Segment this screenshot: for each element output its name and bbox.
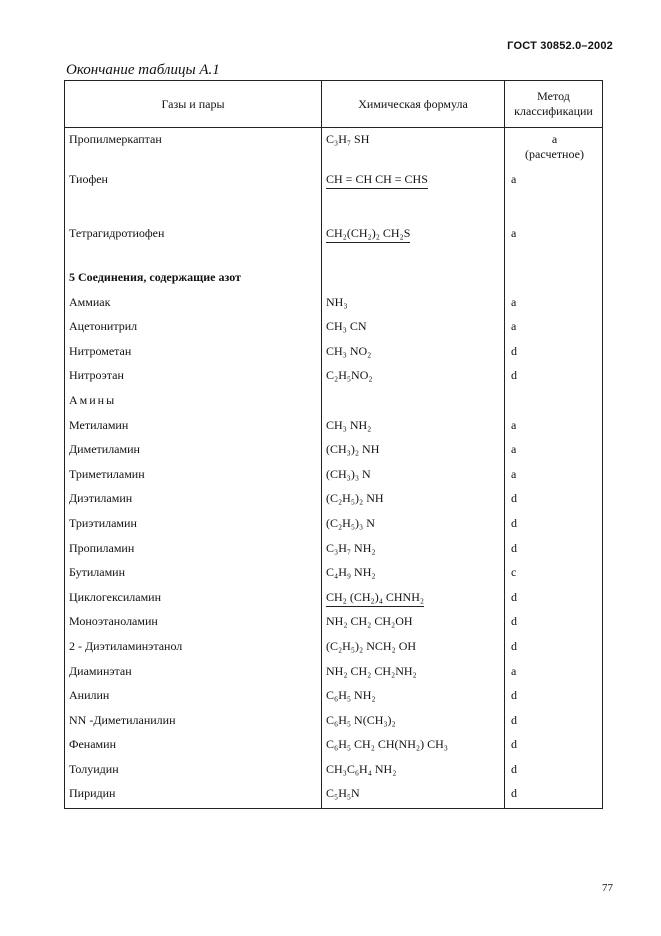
table-row xyxy=(65,590,603,615)
table-row xyxy=(65,442,603,467)
row-method: a xyxy=(505,467,603,492)
table-row xyxy=(65,216,603,270)
row-method: d xyxy=(505,614,603,639)
header-method: Метод классификации xyxy=(505,81,603,128)
row-name: Анилин xyxy=(65,688,322,713)
table-row xyxy=(65,295,603,320)
table-row xyxy=(65,786,603,809)
row-formula xyxy=(322,270,505,295)
row-name: Пиридин xyxy=(65,786,322,809)
row-name: Диэтиламин xyxy=(65,491,322,516)
row-method: d xyxy=(505,516,603,541)
table-row xyxy=(65,541,603,566)
table-row xyxy=(65,639,603,664)
row-method: a xyxy=(505,664,603,689)
row-formula: CH₃ NH₂ xyxy=(322,418,505,443)
row-method: d xyxy=(505,639,603,664)
row-name: 2 - Диэтиламинэтанол xyxy=(65,639,322,664)
row-formula: NH₃ xyxy=(322,295,505,320)
row-name: Диаминэтан xyxy=(65,664,322,689)
row-formula: C₆H₅ NH₂ xyxy=(322,688,505,713)
row-formula: (CH₃)₂ NH xyxy=(322,442,505,467)
table-row xyxy=(65,762,603,787)
row-method: a xyxy=(505,418,603,443)
table-row xyxy=(65,688,603,713)
row-formula xyxy=(322,590,505,615)
table-caption: Окончание таблицы А.1 xyxy=(66,62,220,78)
row-formula: (CH₃)₃ N xyxy=(322,467,505,492)
classification-table xyxy=(64,80,603,809)
header-gases: Газы и пары xyxy=(65,81,322,128)
row-method: d xyxy=(505,590,603,615)
row-formula: (C₂H₅)₂ NH xyxy=(322,491,505,516)
row-formula: C₄H₉ NH₂ xyxy=(322,565,505,590)
row-method xyxy=(505,270,603,295)
row-formula: NH₂ CH₂ CH₂NH₂ xyxy=(322,664,505,689)
table-row xyxy=(65,368,603,393)
row-name: Диметиламин xyxy=(65,442,322,467)
row-method: a xyxy=(505,295,603,320)
row-name: Ацетонитрил xyxy=(65,319,322,344)
row-formula: C₅H₅N xyxy=(322,786,505,809)
row-method: d xyxy=(505,368,603,393)
row-name: Пропилмеркаптан xyxy=(65,128,322,173)
row-method: d xyxy=(505,737,603,762)
row-name: Тиофен xyxy=(65,172,322,216)
page-number: 77 xyxy=(602,882,613,894)
table-row xyxy=(65,516,603,541)
row-formula: (C₂H₅)₃ N xyxy=(322,516,505,541)
table-row xyxy=(65,128,603,173)
row-method: c xyxy=(505,565,603,590)
row-name: Циклогексиламин xyxy=(65,590,322,615)
row-name: Моноэтаноламин xyxy=(65,614,322,639)
row-name: Аммиак xyxy=(65,295,322,320)
row-formula: CH₃ CN xyxy=(322,319,505,344)
table-row xyxy=(65,737,603,762)
section-heading: 5 Соединения, содержащие азот xyxy=(65,270,322,295)
row-formula: C₂H₅NO₂ xyxy=(322,368,505,393)
table-row xyxy=(65,491,603,516)
row-formula: CH₃C₆H₄ NH₂ xyxy=(322,762,505,787)
table-row xyxy=(65,664,603,689)
table-row xyxy=(65,418,603,443)
row-name: Нитрометан xyxy=(65,344,322,369)
row-method: d xyxy=(505,344,603,369)
table-header-row xyxy=(65,81,603,128)
row-name: NN -Диметиланилин xyxy=(65,713,322,738)
row-name: Нитроэтан xyxy=(65,368,322,393)
row-name: Тетрагидротиофен xyxy=(65,216,322,270)
row-method: a xyxy=(505,319,603,344)
table-row xyxy=(65,319,603,344)
table-row xyxy=(65,713,603,738)
row-formula: C₆H₅ CH₂ CH(NH₂) CH₃ xyxy=(322,737,505,762)
table-row xyxy=(65,172,603,216)
row-formula: (C₂H₅)₂ NCH₂ OH xyxy=(322,639,505,664)
row-name: Метиламин xyxy=(65,418,322,443)
ring-bracket: CH₂ (CH₂)₄ CHNH₂ xyxy=(326,590,424,607)
table-row xyxy=(65,565,603,590)
header-formula: Химическая формула xyxy=(322,81,505,128)
row-name: Толуидин xyxy=(65,762,322,787)
row-method: a xyxy=(505,172,603,216)
standard-code: ГОСТ 30852.0–2002 xyxy=(507,40,613,52)
row-method xyxy=(505,393,603,418)
table-row xyxy=(65,467,603,492)
row-formula: NH₂ CH₂ CH₂OH xyxy=(322,614,505,639)
row-method: d xyxy=(505,688,603,713)
row-method: d xyxy=(505,541,603,566)
row-formula: C₃H₇ NH₂ xyxy=(322,541,505,566)
table-row xyxy=(65,270,603,295)
row-formula xyxy=(322,172,505,216)
ring-bracket: CH₂(CH₂)₂ CH₂S xyxy=(326,226,410,243)
ring-bracket: CH = CH CH = CHS xyxy=(326,172,428,189)
row-method: a xyxy=(505,216,603,270)
row-name: Пропиламин xyxy=(65,541,322,566)
subsection-heading: Амины xyxy=(65,393,322,418)
row-method: a (расчетное) xyxy=(505,128,603,173)
row-formula: C₃H₇ SH xyxy=(322,128,505,173)
row-name: Бутиламин xyxy=(65,565,322,590)
row-method: d xyxy=(505,713,603,738)
row-method: d xyxy=(505,786,603,809)
row-method: a xyxy=(505,442,603,467)
row-formula: CH₃ NO₂ xyxy=(322,344,505,369)
row-formula: C₆H₅ N(CH₃)₂ xyxy=(322,713,505,738)
row-formula xyxy=(322,216,505,270)
table-row xyxy=(65,393,603,418)
row-formula xyxy=(322,393,505,418)
row-name: Фенамин xyxy=(65,737,322,762)
table-row xyxy=(65,344,603,369)
row-name: Триэтиламин xyxy=(65,516,322,541)
row-method: d xyxy=(505,762,603,787)
table-row xyxy=(65,614,603,639)
row-name: Триметиламин xyxy=(65,467,322,492)
row-method: d xyxy=(505,491,603,516)
